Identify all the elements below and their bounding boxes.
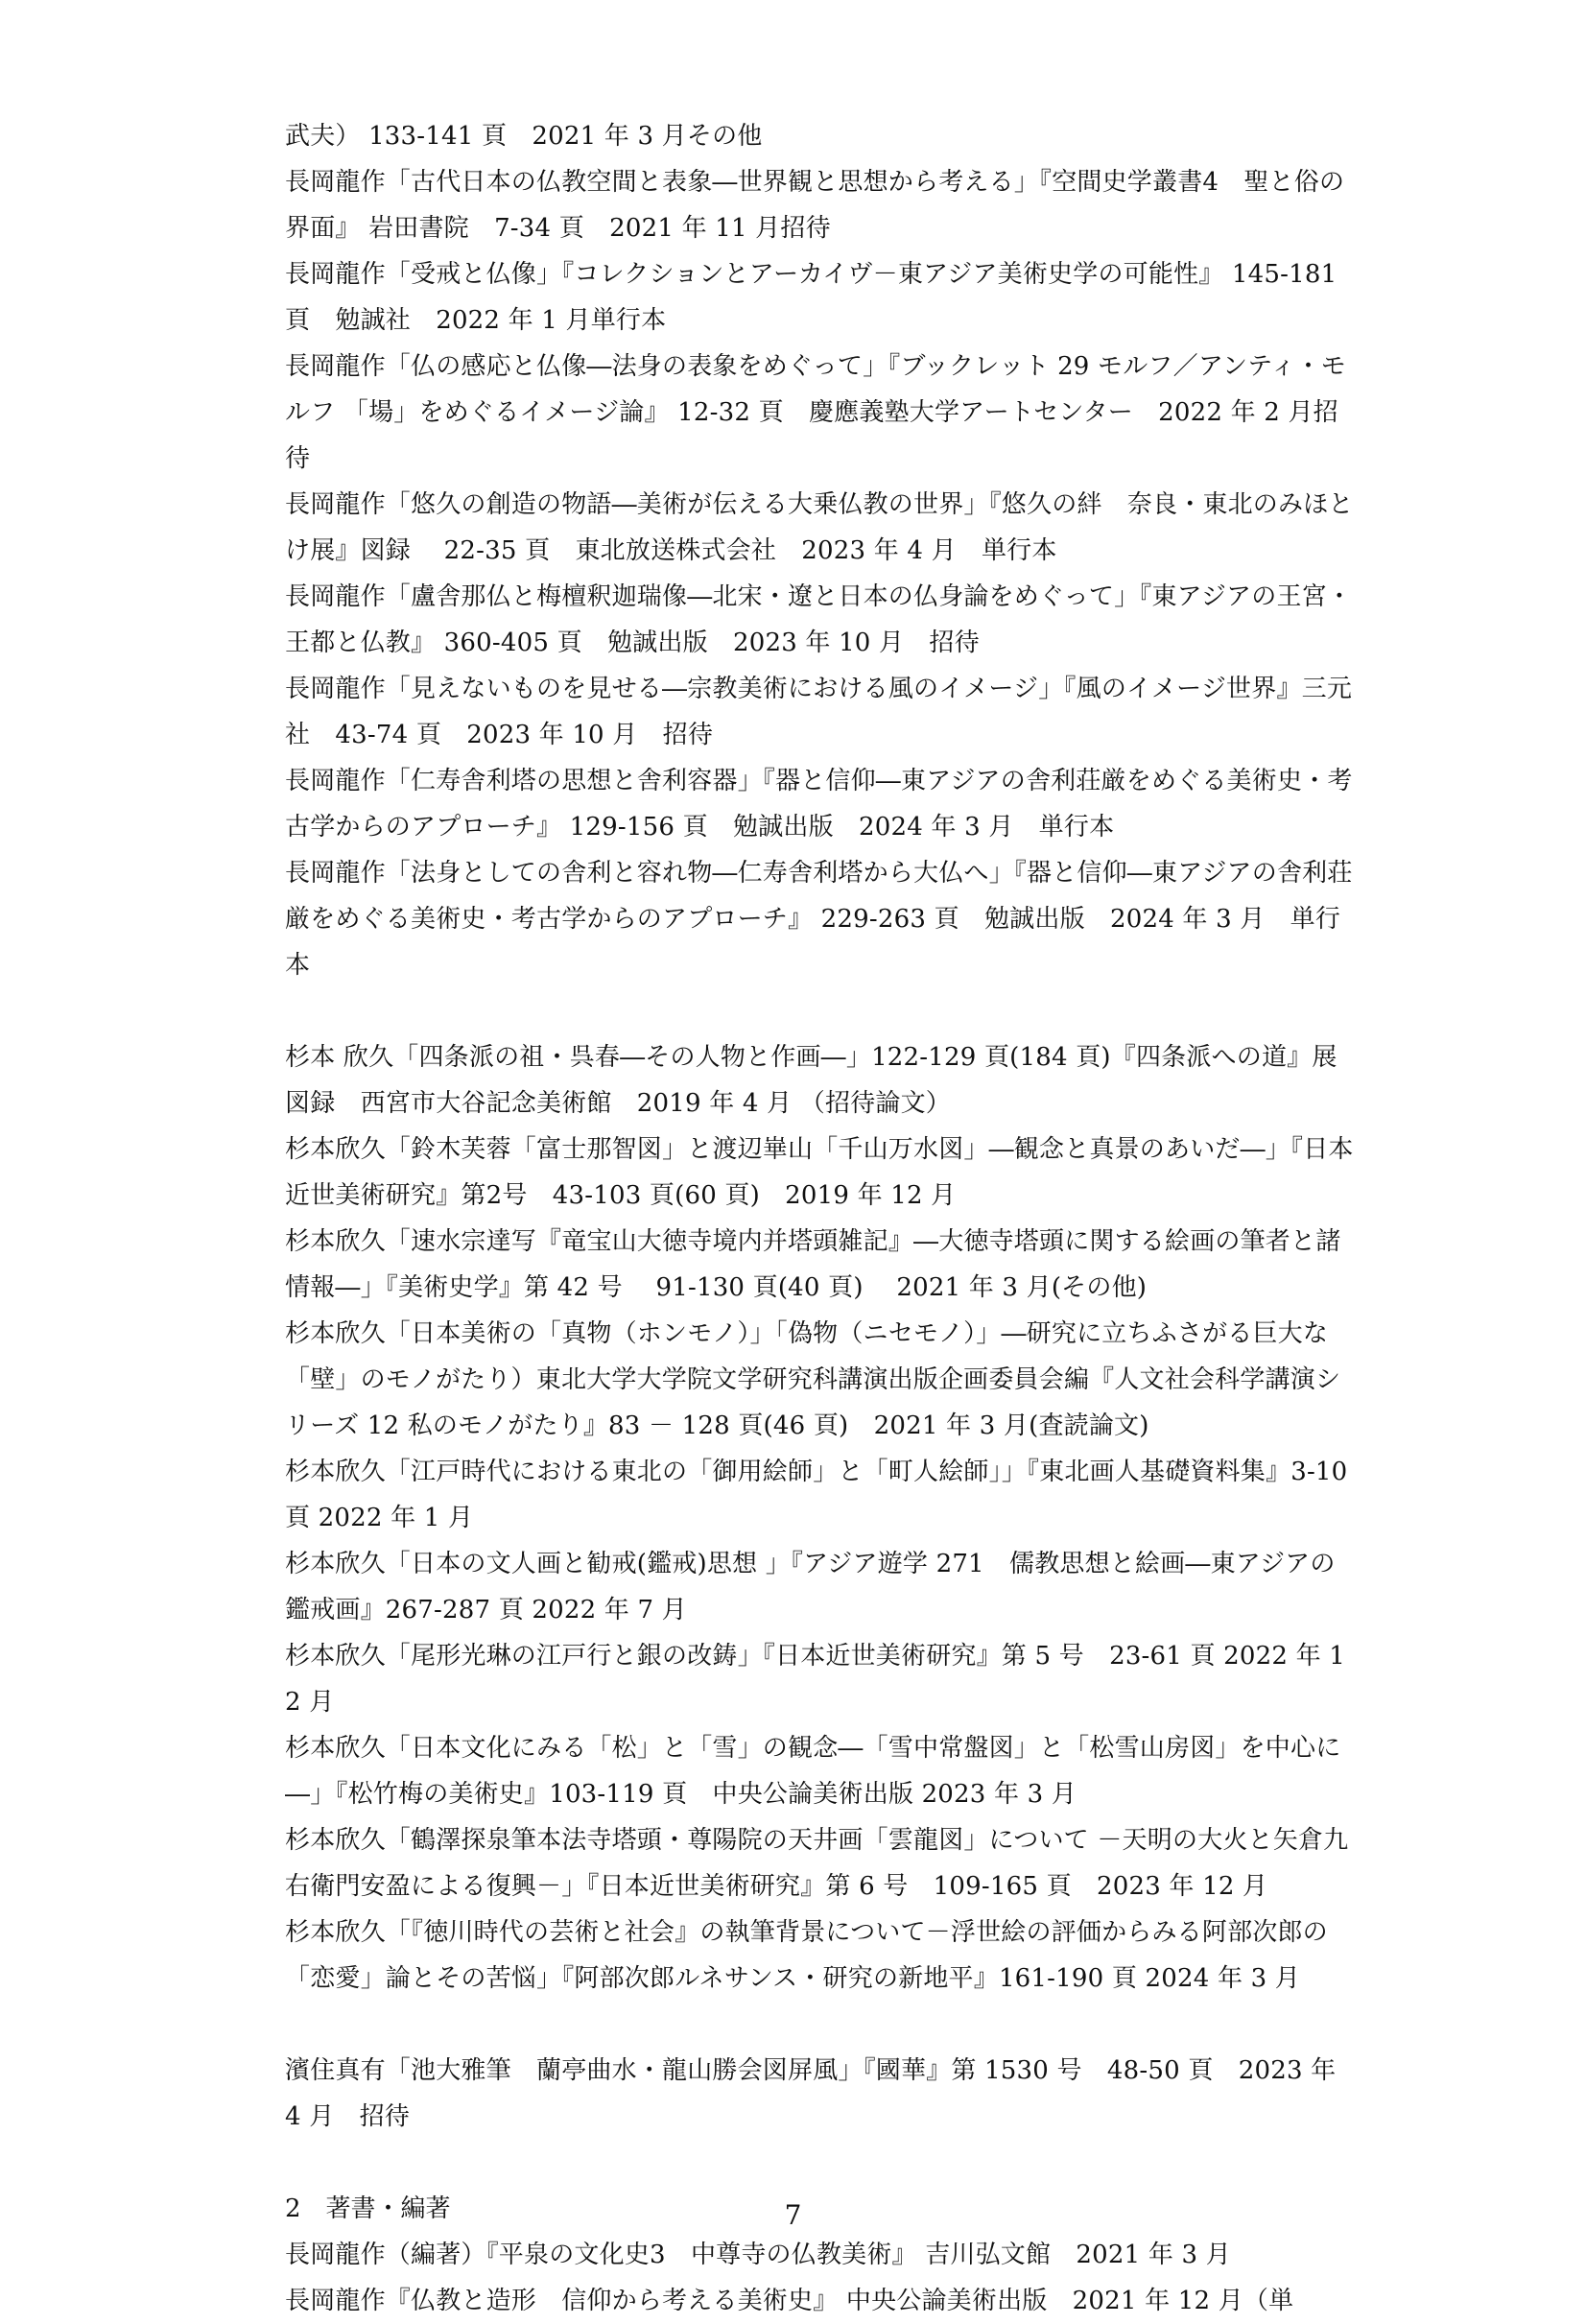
publication-entry: 杉本欣久「鈴木芙蓉「富士那智図」と渡辺崋山「千山万水図」―観念と真景のあいだ―」『日本近世美術研究』第2号 43-103 頁(60 頁) 2019 年 12 月 (285, 1135, 1354, 1210)
publication-entry: 濱住真有「池大雅筆 蘭亭曲水・龍山勝会図屏風」『國華』第 1530 号 48-50 頁 2023 年 4 月 招待 (285, 2056, 1337, 2131)
document-body (285, 113, 1360, 2324)
publication-entry: 杉本 欣久「四条派の祖・呉春―その人物と作画―」122-129 頁(184 頁)『四条派への道』展図録 西宮市大谷記念美術館 2019 年 4 月 （招待論文） (285, 1043, 1337, 1118)
publication-entry: 長岡龍作「仏の感応と仏像―法身の表象をめぐって」『ブックレット 29 モルフ／アンティ・モルフ 「場」をめぐるイメージ論』 12-32 頁 慶應義塾大学アートセンター 2022 年 2 月招待 (285, 352, 1346, 473)
hamazumi-publications (285, 2048, 1360, 2140)
publication-entry: 杉本欣久「尾形光琳の江戸行と銀の改鋳」『日本近世美術研究』第 5 号 23-61 頁 2022 年 12 月 (285, 1642, 1345, 1717)
section-spacer (285, 2002, 1360, 2048)
page-number: 7 (784, 2199, 802, 2231)
publication-entry: 武夫） 133-141 頁 2021 年 3 月その他 (285, 122, 763, 151)
publication-entry: 長岡龍作「古代日本の仏教空間と表象―世界観と思想から考える」『空間史学叢書4 聖と俗の界面』 岩田書院 7-34 頁 2021 年 11 月招待 (285, 168, 1345, 243)
publication-entry: 杉本欣久「日本美術の「真物（ホンモノ）」「偽物（ニセモノ）」―研究に立ちふさがる巨大な「壁」のモノがたり）東北大学大学院文学研究科講演出版企画委員会編『人文社会科学講演シリーズ 12 私のモノがたり』83 － 128 頁(46 頁) 2021 年 3 月(査読論文) (285, 1319, 1341, 1440)
section-heading: 2 著書・編著 (285, 2194, 451, 2223)
publication-entry: 杉本欣久「江戸時代における東北の「御用絵師」と「町人絵師」」『東北画人基礎資料集』3-10 頁 2022 年 1 月 (285, 1458, 1348, 1532)
book-entry: 長岡龍作（編著）『平泉の文化史3 中尊寺の仏教美術』 吉川弘文館 2021 年 3 月 (285, 2241, 1231, 2269)
book-entry: 長岡龍作『仏教と造形 信仰から考える美術史』 中央公論美術出版 2021 年 12 月（単 (285, 2287, 1294, 2315)
nagaoka-publications (285, 113, 1360, 988)
publication-entry: 長岡龍作「法身としての舎利と容れ物―仁寿舎利塔から大仏へ」『器と信仰―東アジアの舎利荘厳をめぐる美術史・考古学からのアプローチ』 229-263 頁 勉誠出版 2024 年 3 月 単行本 (285, 859, 1353, 980)
publication-entry: 長岡龍作「盧舎那仏と梅檀釈迦瑞像―北宋・遼と日本の仏身論をめぐって」『東アジアの王宮・王都と仏教』 360-405 頁 勉誠出版 2023 年 10 月 招待 (285, 582, 1353, 657)
publication-entry: 長岡龍作「悠久の創造の物語―美術が伝える大乗仏教の世界」『悠久の絆 奈良・東北のみほとけ展』図録 22-35 頁 東北放送株式会社 2023 年 4 月 単行本 (285, 490, 1354, 565)
publication-entry: 長岡龍作「仁寿舎利塔の思想と舎利容器」『器と信仰―東アジアの舎利荘厳をめぐる美術史・考古学からのアプローチ』 129-156 頁 勉誠出版 2024 年 3 月 単行本 (285, 767, 1353, 842)
section-spacer (285, 2140, 1360, 2186)
publication-entry: 杉本欣久「速水宗達写『竜宝山大徳寺境内并塔頭雑記』―大徳寺塔頭に関する絵画の筆者と諸情報―」『美術史学』第 42 号 91-130 頁(40 頁) 2021 年 3 月(その他) (285, 1227, 1341, 1302)
publication-entry: 杉本欣久「日本の文人画と勧戒(鑑戒)思想 」『アジア遊学 271 儒教思想と絵画―東アジアの鑑戒画』267-287 頁 2022 年 7 月 (285, 1550, 1336, 1624)
publication-entry: 杉本欣久「鶴澤探泉筆本法寺塔頭・尊陽院の天井画「雲龍図」について －天明の大火と矢倉九右衛門安盈による復興－」『日本近世美術研究』第 6 号 109-165 頁 2023 年 12 月 (285, 1826, 1349, 1901)
section-spacer (285, 988, 1360, 1034)
publication-entry: 長岡龍作「受戒と仏像」『コレクションとアーカイヴ－東アジア美術史学の可能性』 145-181 頁 勉誠社 2022 年 1 月単行本 (285, 260, 1337, 335)
publication-entry: 長岡龍作「見えないものを見せる―宗教美術における風のイメージ」『風のイメージ世界』三元社 43-74 頁 2023 年 10 月 招待 (285, 675, 1353, 749)
sugimoto-publications (285, 1034, 1360, 2002)
publication-entry: 杉本欣久「日本文化にみる「松」と「雪」の観念―「雪中常盤図」と「松雪山房図」を中心に―」『松竹梅の美術史』103-119 頁 中央公論美術出版 2023 年 3 月 (285, 1734, 1341, 1809)
publication-entry: 杉本欣久「『徳川時代の芸術と社会』の執筆背景について－浮世絵の評価からみる阿部次郎の「恋愛」論とその苦悩」『阿部次郎ルネサンス・研究の新地平』161-190 頁 2024 年 3 月 (285, 1918, 1328, 1993)
